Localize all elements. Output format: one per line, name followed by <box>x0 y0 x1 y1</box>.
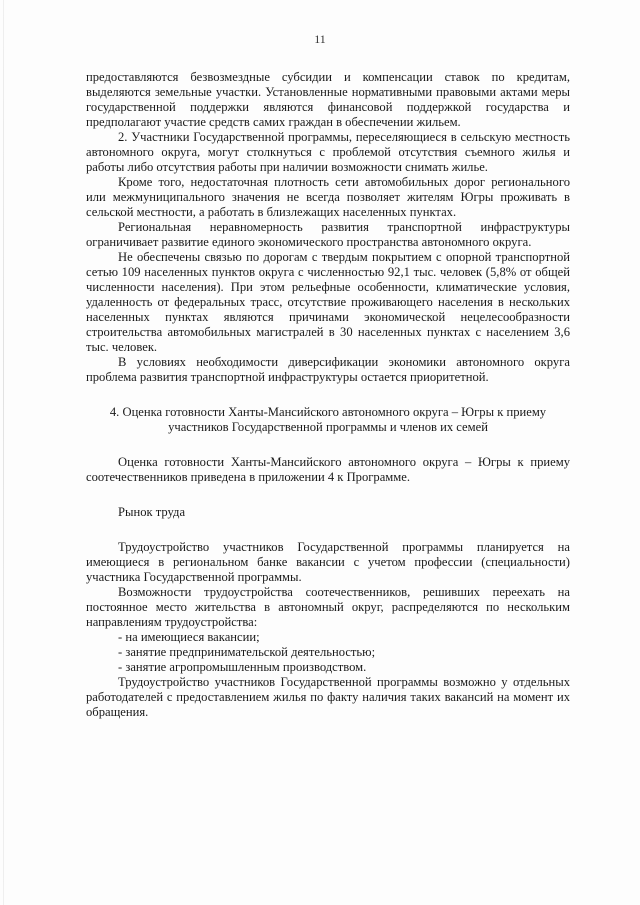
subheading-labor-market: Рынок труда <box>118 505 186 519</box>
section-heading: 4. Оценка готовности Ханты-Мансийского автономного округа – Югры к приему участников Государственной программы и членов их семей <box>109 405 547 434</box>
paragraph-employment-vacancies: Трудоустройство участников Государственной программы планируется на имеющиеся в региональном банке вакансии с учетом профессии (специальности) участника Государственной программы. <box>86 540 570 584</box>
paragraph-subsidies: предоставляются безвозмездные субсидии и компенсации ставок по кредитам, выделяются земельные участки. Установленные нормативными правовыми актами меры государственной поддержки являются финансовой поддержкой государства и предполагают участие средств самих граждан в обеспечении жильем. <box>86 70 570 129</box>
paragraph-employment-directions: Возможности трудоустройства соотечественников, решивших переехать на постоянное место жительства в автономный округ, распределяются по нескольким направлениям трудоустройства: <box>86 585 570 629</box>
scan-edge <box>3 0 4 905</box>
paragraph-diversification: В условиях необходимости диверсификации экономики автономного округа проблема развития транспортной инфраструктуры остается приоритетной. <box>86 355 570 384</box>
paragraph-road-density: Кроме того, недостаточная плотность сети автомобильных дорог регионального или межмуниципального значения не всегда позволяет жителям Югры проживать в сельской местности, а работать в близлежащих населенных пунктах. <box>86 175 570 219</box>
paragraph-transport-unevenness: Региональная неравномерность развития транспортной инфраструктуры ограничивает развитие единого экономического пространства автономного округа. <box>86 220 570 249</box>
paragraph-employer-housing: Трудоустройство участников Государственной программы возможно у отдельных работодателей с предоставлением жилья по факту наличия таких вакансий на момент их обращения. <box>86 675 570 719</box>
paragraph-settlements-without-roads: Не обеспечены связью по дорогам с твердым покрытием с опорной транспортной сетью 109 населенных пунктов округа с численностью 92,1 тыс. человек (5,8% от общей численности населения). При этом рельефные особенности, климатические условия, удаленность от федеральных трасс, отсутствие проживающего населения в нескольких населенных пунктах являются причинами экономической нецелесообразности строительства автомобильных магистралей в 30 населенных пунктах с населением 3,6 тыс. человек. <box>86 250 570 354</box>
document-body <box>86 70 570 720</box>
list-item: - на имеющиеся вакансии; <box>118 630 260 644</box>
list-item: - занятие предпринимательской деятельностью; <box>118 645 376 659</box>
page-number: 11 <box>314 32 326 46</box>
list-item: - занятие агропромышленным производством. <box>118 660 367 674</box>
paragraph-rural-housing: 2. Участники Государственной программы, переселяющиеся в сельскую местность автономного округа, могут столкнуться с проблемой отсутствия съемного жилья и работы либо отсутствия работы при наличии возможности снимать жилье. <box>86 130 570 174</box>
section-paragraph: Оценка готовности Ханты-Мансийского автономного округа – Югры к приему соотечественников приведена в приложении 4 к Программе. <box>86 455 570 484</box>
